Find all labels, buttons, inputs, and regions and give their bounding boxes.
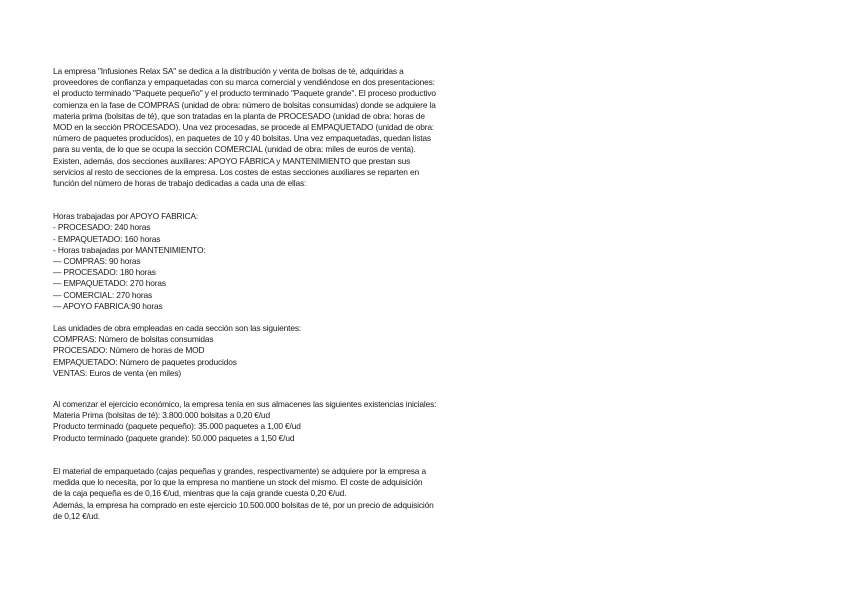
list-item: — PROCESADO: 180 horas	[53, 267, 156, 278]
text-line: Al comenzar el ejercicio económico, la empresa tenía en sus almacenes las siguientes existencias iniciales:	[53, 399, 437, 410]
text-line: Producto terminado (paquete pequeño): 35.000 paquetes a 1,00 €/ud	[53, 421, 301, 432]
text-line: servicios al resto de secciones de la empresa. Los costes de estas secciones auxiliares se reparten en	[53, 166, 419, 177]
list-item: EMPAQUETADO: Número de paquetes producidos	[53, 356, 237, 367]
stocks-paragraph	[53, 399, 483, 444]
list-item: — COMERCIAL: 270 horas	[53, 289, 153, 300]
text-line: comienza en la fase de COMPRAS (unidad de obra: número de bolsitas consumidas) donde se adquiere la	[53, 99, 436, 110]
text-line: Existen, además, dos secciones auxiliares: APOYO FÁBRICA y MANTENIMIENTO que prestan sus	[53, 155, 411, 166]
text-line: La empresa "Infusiones Relax SA" se dedica a la distribución y venta de bolsas de té, adquiridas a	[53, 66, 404, 76]
text-line: función del número de horas de trabajo dedicadas a cada una de ellas:	[53, 178, 307, 189]
paragraph-spacer	[53, 312, 483, 323]
text-line: El material de empaquetado (cajas pequeñas y grandes, respectivamente) se adquiere por la empresa a	[53, 465, 426, 476]
text-line: materia prima (bolsitas de té), que son tratadas en la planta de PROCESADO (unidad de obra: horas de	[53, 110, 425, 121]
list-item: COMPRAS: Número de bolsitas consumidas	[53, 334, 214, 345]
list-item: — EMPAQUETADO: 270 horas	[53, 278, 166, 289]
text-line: para su venta, de lo que se ocupa la sección COMERCIAL (unidad de obra: miles de euros de venta).	[53, 144, 416, 155]
list-item: - EMPAQUETADO: 160 horas	[53, 233, 161, 244]
text-line: Materia Prima (bolsitas de té): 3.800.000 bolsitas a 0,20 €/ud	[53, 410, 270, 421]
text-line: proveedores de confianza y empaquetadas con su marca comercial y vendiéndose en dos presentaciones:	[53, 77, 435, 88]
list-item: — APOYO FABRICA:90 horas	[53, 300, 163, 311]
text-line: MOD en la sección PROCESADO). Una vez procesadas, se procede al EMPAQUETADO (unidad de obra:	[53, 122, 435, 133]
list-item: — COMPRAS: 90 horas	[53, 256, 141, 267]
list-item: Las unidades de obra empleadas en cada sección son las siguientes:	[53, 323, 302, 334]
paragraph-spacer	[53, 444, 483, 466]
intro-paragraph	[53, 66, 483, 189]
list-item: - PROCESADO: 240 horas	[53, 222, 151, 233]
text-line: medida que lo necesita, por lo que la empresa no mantiene un stock del mismo. El coste de adquisición	[53, 477, 423, 488]
document-body	[53, 66, 483, 522]
paragraph-spacer	[53, 189, 483, 200]
list-item: PROCESADO: Número de horas de MOD	[53, 345, 205, 356]
hours-list	[53, 211, 483, 312]
text-line: Producto terminado (paquete grande): 50.000 paquetes a 1,50 €/ud	[53, 432, 295, 443]
text-line: número de paquetes producidos), en paquetes de 10 y 40 bolsitas. Una vez empaquetadas, quedan listas	[53, 133, 431, 144]
list-item: - Horas trabajadas por MANTENIMIENTO:	[53, 244, 206, 255]
text-line: el producto terminado "Paquete pequeño" y el producto terminado "Paquete grande". El proceso productivo	[53, 88, 436, 99]
paragraph-spacer	[53, 379, 483, 399]
text-line: Además, la empresa ha comprado en este ejercicio 10.500.000 bolsitas de té, por un precio de adquisición	[53, 499, 434, 510]
list-item: Horas trabajadas por APOYO FABRICA:	[53, 211, 199, 222]
units-list	[53, 323, 483, 379]
paragraph-spacer	[53, 200, 483, 211]
text-line: de 0,12 €/ud.	[53, 510, 100, 521]
packaging-paragraph	[53, 466, 483, 522]
text-line: de la caja pequeña es de 0,16 €/ud, mientras que la caja grande cuesta 0,20 €/ud.	[53, 488, 347, 499]
list-item: VENTAS: Euros de venta (en miles)	[53, 367, 182, 378]
